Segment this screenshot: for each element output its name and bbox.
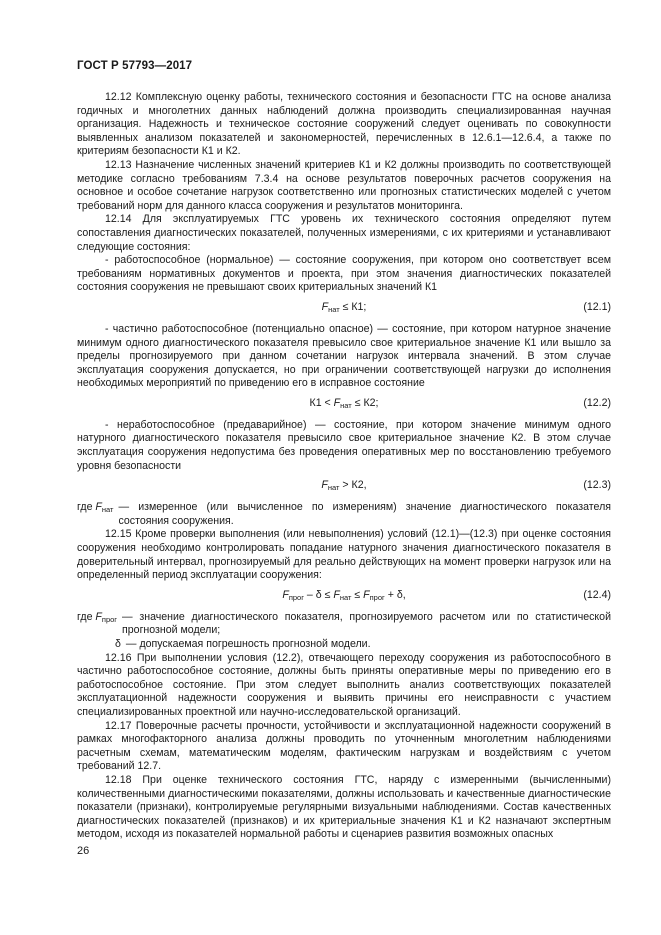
formula-number: (12.4) <box>583 588 611 601</box>
state-partially-operable: - частично работоспособное (потенциально опасное) — состояние, при котором натурное значение минимум одного диагностического показателя превысило свое критериальное значение К1 или вышло за пределы прогнозируемого при данном сочетании нагрузок интервала значений. В этом случае эксплуатация сооружения допускается, но при ограничении соответствующей нагрузки до исполнения необходимых мероприятий по приведению его в исправное состояние <box>77 322 611 390</box>
formula-number: (12.3) <box>583 479 611 492</box>
formula-12-2: $К1 < F_{нат} \le К2$; (12.2) <box>309 396 611 410</box>
formula-number: (12.1) <box>583 300 611 313</box>
paragraph-12-16: 12.16 При выполнении условия (12.2), отвечающего переходу сооружения из работоспособного в частично работоспособное состояние, должны быть приняты оперативные меры по приведению его в работоспособное состояние. При этом следует выполнить анализ соответствующих показателей эксплуатационной надежности сооружения и выявить причины его неисправности с участием специализированных проектной или научно-исследовательской организаций. <box>77 651 611 718</box>
page-number: 26 <box>77 845 90 857</box>
paragraph-12-12: 12.12 Комплексную оценку работы, технического состояния и безопасности ГТС на основе анализа годичных и многолетних данных наблюдений должна производить специализированная научная организация. Надежность и техническое состояние сооружений следует оценивать по совокупности выявленных анализом показателей и закономерностей, перечисленных в 12.6.1—12.6.4, а также по критериям безопасности К1 и К2. <box>77 91 611 158</box>
definition-delta: δ — допускаемая погрешность прогнозной модели. <box>115 638 371 650</box>
paragraph-12-14: 12.14 Для эксплуатируемых ГТС уровень их технического состояния определяют путем сопоставления диагностических показателей, полученных измерениями, с их критериями и устанавливают следующие состояния: <box>77 213 611 253</box>
formula-12-1: $F_{нат} \le К1$; (12.1) <box>321 300 611 314</box>
formula-symbol: F <box>321 479 328 492</box>
paragraph-12-13: 12.13 Назначение численных значений критериев К1 и К2 должны производить по соответствующей методике согласно требованиям 7.3.4 на основе результатов поверочных расчетов сооружения на основное и особое сочетание нагрузок соответственно или прогнозных статистических моделей с учетом требований норм для данного класса сооружения и результатов мониторинга. <box>77 158 611 212</box>
document-body <box>77 91 611 842</box>
state-operable: - работоспособное (нормальное) — состояние сооружения, при котором оно соответствует всем требованиям нормативных документов и проекта, при этом значения диагностических показателей состояния сооружения не превышают своих критериальных значений К1 <box>77 254 611 294</box>
document-header: ГОСТ Р 57793—2017 <box>77 60 193 72</box>
state-inoperable: - неработоспособное (предаварийное) — состояние, при котором значение минимум одного натурного диагностического показателя превысило свое критериальное значение К2. В этом случае эксплуатация сооружения недопустима без проведения оперативных мер по восстановлению требуемого уровня безопасности <box>77 418 611 472</box>
paragraph-12-15: 12.15 Кроме проверки выполнения (или невыполнения) условий (12.1)—(12.3) при оценке состояния сооружения необходимо контролировать попадание натурного значения диагностического показателя в доверительный интервал, прогнозируемый для реально действующих на момент проверки нагрузок или на определенный период эксплуатации сооружения: <box>77 528 611 582</box>
formula-12-4: $F_{прог} - \delta \le F_{нат} \le F_{прог} + \delta$, (12.4) <box>282 588 611 602</box>
definition-f-nat: где $F_{нат}$ — измеренное (или вычисленное по измерениям) значение диагностического показателя состояния сооружения. <box>77 501 611 527</box>
formula-number: (12.2) <box>583 396 611 409</box>
paragraph-12-18: 12.18 При оценке технического состояния ГТС, наряду с измеренными (вычисленными) количественными диагностическими показателями, должны использовать и качественные диагностические показатели (признаки), контролируемые регулярными визуальными наблюдениями. Состав качественных диагностических показателей (признаков) и их критериальные значения К1 и К2 назначают экспертным методом, исходя из показателей нормальной работы и сценариев развития возможных опасных <box>77 773 611 841</box>
formula-symbol: F <box>321 300 329 313</box>
paragraph-12-17: 12.17 Поверочные расчеты прочности, устойчивости и эксплуатационной надежности сооружений в рамках многофакторного анализа должны проводить по уточненным многолетним наблюдениями расчетным схемам, математическим моделям, фактическим нагрузкам и воздействиям с учетом требований 12.7. <box>77 719 611 773</box>
formula-symbol: F <box>333 396 341 409</box>
formula-12-3: $F_{нат} > К2$, (12.3) <box>321 479 611 493</box>
definition-f-prog: где $F_{прог}$ — значение диагностического показателя, прогнозируемого расчетом или по статистической прогнозной модели; <box>77 610 611 637</box>
